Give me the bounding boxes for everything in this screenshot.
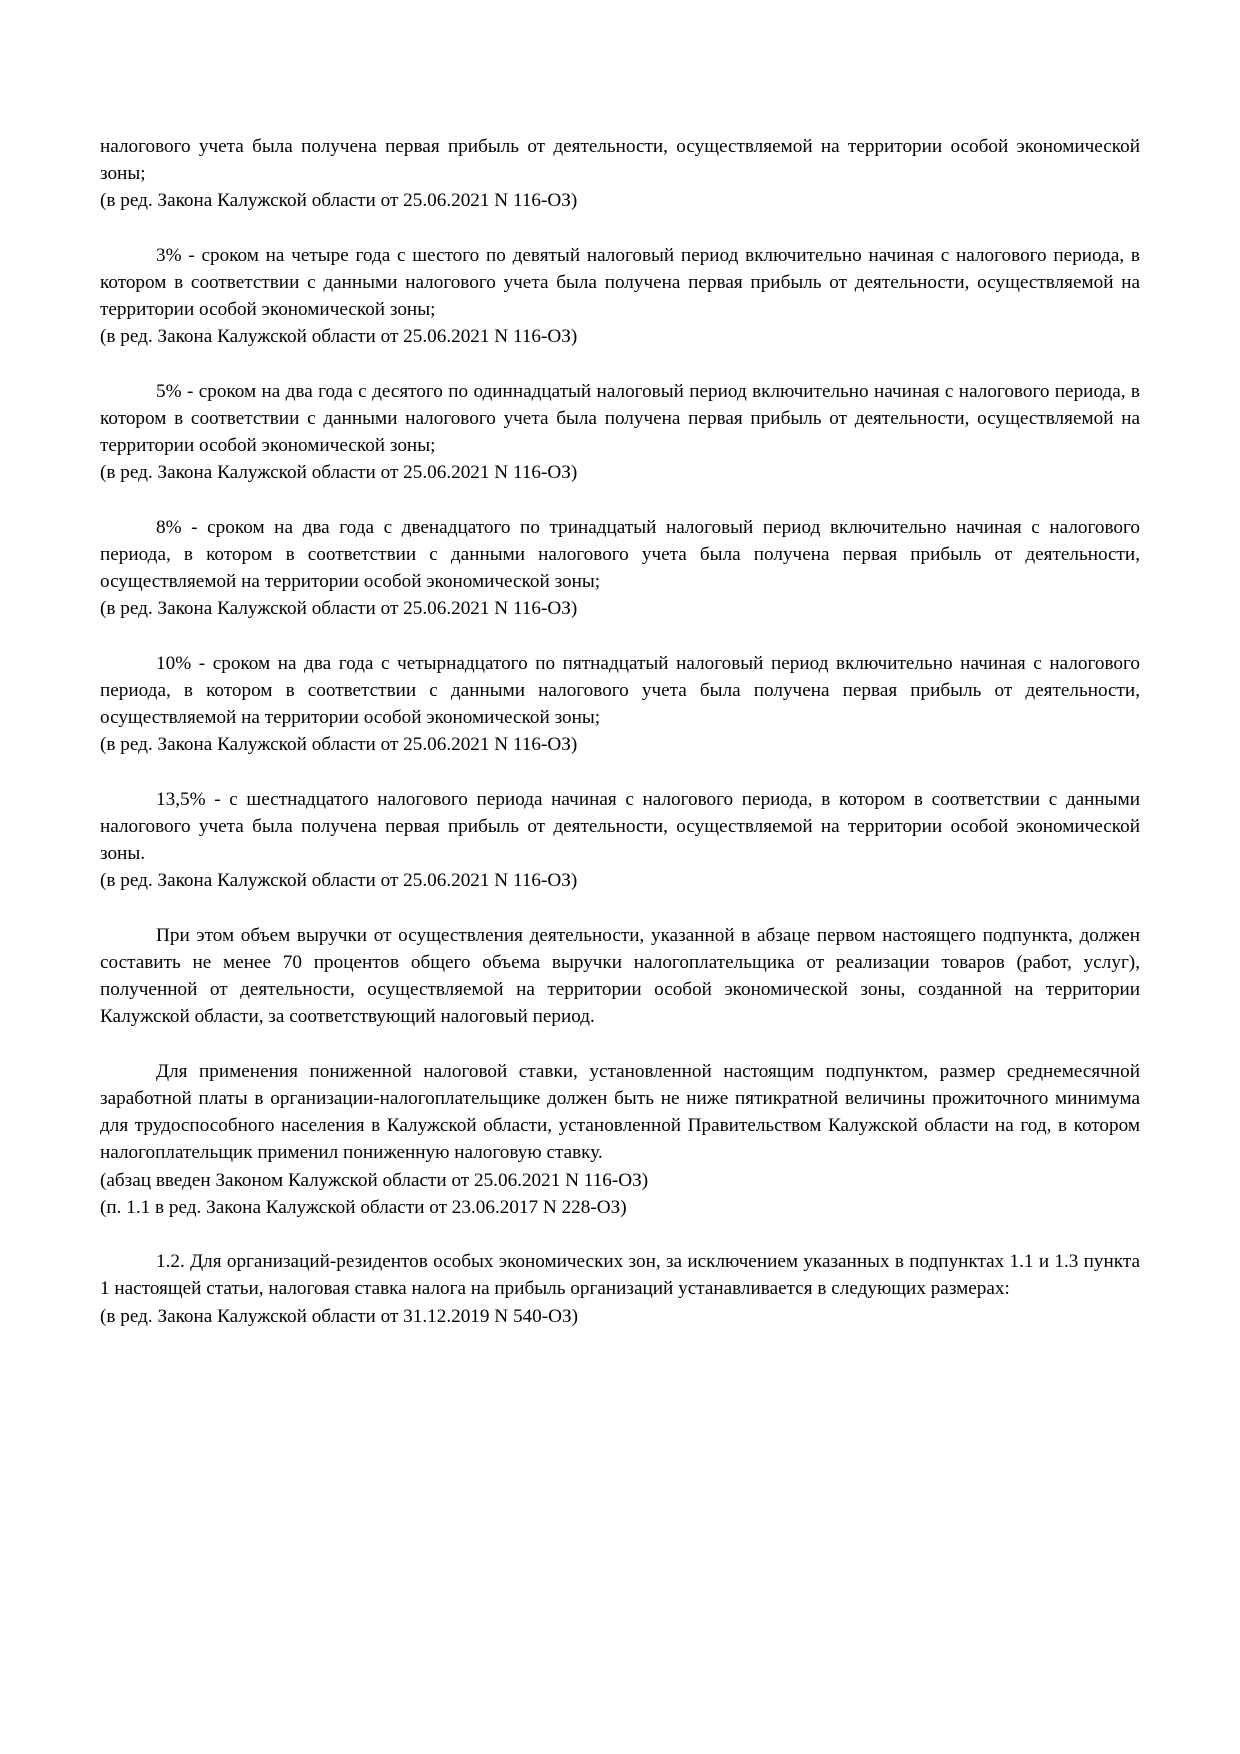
paragraph-spacer	[100, 895, 1140, 922]
paragraph-spacer	[100, 623, 1140, 650]
amendment-note-9: (в ред. Закона Калужской области от 31.12.2019 N 540-ОЗ)	[100, 1305, 578, 1327]
amendment-note-4: (в ред. Закона Калужской области от 25.06.2021 N 116-ОЗ)	[100, 598, 578, 620]
amendment-note-2: (в ред. Закона Калужской области от 25.06.2021 N 116-ОЗ)	[100, 326, 578, 348]
paragraph-rate-5-percent: 5% - сроком на два года с десятого по одиннадцатый налоговый период включительно начиная с налогового периода, в котором в соответствии с данными налогового учета была получена первая прибыль от деятельности, осуществляемой на территории особой экономической зоны;	[100, 380, 1140, 457]
amendment-note-6: (в ред. Закона Калужской области от 25.06.2021 N 116-ОЗ)	[100, 870, 578, 892]
paragraph-average-wage-requirement: Для применения пониженной налоговой ставки, установленной настоящим подпунктом, размер среднемесячной заработной платы в организации-налогоплательщике должен быть не ниже пятикратной величины прожиточного минимума для трудоспособного населения в Калужской области, установленной Правительством Калужской области на год, в котором налогоплательщик применил пониженную налоговую ставку.	[100, 1060, 1140, 1164]
paragraph-rate-8-percent: 8% - сроком на два года с двенадцатого по тринадцатый налоговый период включительно начиная с налогового периода, в котором в соответствии с данными налогового учета была получена первая прибыль от деятельности, осуществляемой на территории особой экономической зоны;	[100, 516, 1140, 593]
amendment-note-3: (в ред. Закона Калужской области от 25.06.2021 N 116-ОЗ)	[100, 462, 578, 484]
page-text-body	[100, 133, 1140, 1330]
paragraph-rate-3-percent: 3% - сроком на четыре года с шестого по девятый налоговый период включительно начиная с налогового периода, в котором в соответствии с данными налогового учета была получена первая прибыль от деятельности, осуществляемой на территории особой экономической зоны;	[100, 244, 1140, 321]
paragraph-rate-13-5-percent: 13,5% - с шестнадцатого налогового периода начиная с налогового периода, в котором в соответствии с данными налогового учета была получена первая прибыль от деятельности, осуществляемой на территории особой экономической зоны.	[100, 788, 1140, 865]
paragraph-spacer	[100, 215, 1140, 242]
amendment-note-1: (в ред. Закона Калужской области от 25.06.2021 N 116-ОЗ)	[100, 190, 578, 212]
amendment-note-7: (абзац введен Законом Калужской области от 25.06.2021 N 116-ОЗ)	[100, 1169, 649, 1191]
paragraph-clause-1-2: 1.2. Для организаций-резидентов особых экономических зон, за исключением указанных в подпунктах 1.1 и 1.3 пункта 1 настоящей статьи, налоговая ставка налога на прибыль организаций устанавливается в следующих размерах:	[100, 1251, 1140, 1300]
paragraph-continued-from-previous-page: налогового учета была получена первая прибыль от деятельности, осуществляемой на территории особой экономической зоны;	[100, 136, 1140, 185]
paragraph-spacer	[100, 1221, 1140, 1248]
paragraph-spacer	[100, 1031, 1140, 1058]
paragraph-rate-10-percent: 10% - сроком на два года с четырнадцатого по пятнадцатый налоговый период включительно начиная с налогового периода, в котором в соответствии с данными налогового учета была получена первая прибыль от деятельности, осуществляемой на территории особой экономической зоны;	[100, 652, 1140, 729]
amendment-note-8: (п. 1.1 в ред. Закона Калужской области от 23.06.2017 N 228-ОЗ)	[100, 1196, 627, 1218]
paragraph-spacer	[100, 487, 1140, 514]
paragraph-revenue-share-requirement: При этом объем выручки от осуществления деятельности, указанной в абзаце первом настоящего подпункта, должен составить не менее 70 процентов общего объема выручки налогоплательщика от реализации товаров (работ, услуг), полученной от деятельности, осуществляемой на территории особой экономической зоны, созданной на территории Калужской области, за соответствующий налоговый период.	[100, 924, 1140, 1028]
paragraph-spacer	[100, 759, 1140, 786]
paragraph-spacer	[100, 351, 1140, 378]
amendment-note-5: (в ред. Закона Калужской области от 25.06.2021 N 116-ОЗ)	[100, 734, 578, 756]
